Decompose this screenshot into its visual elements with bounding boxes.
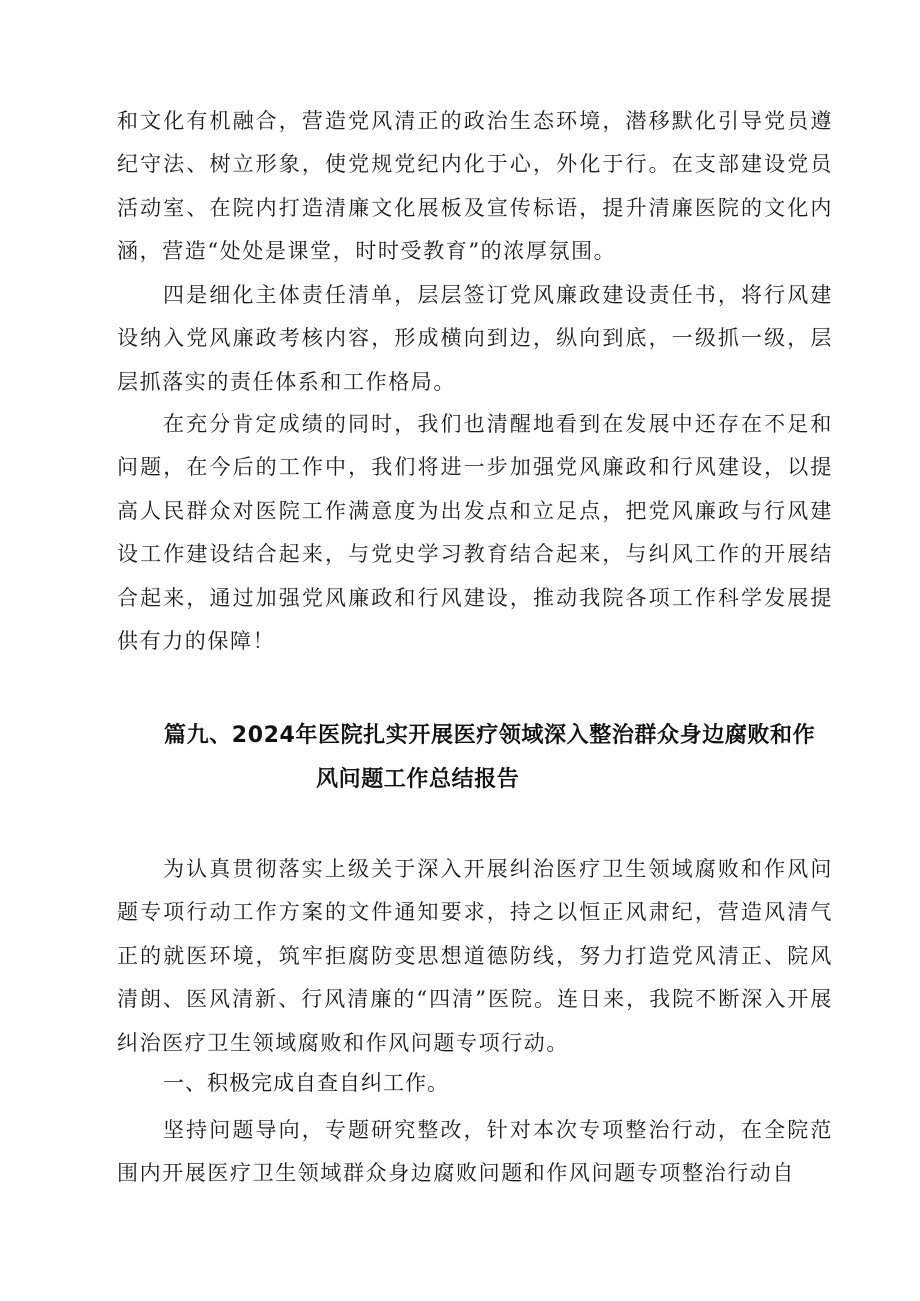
body-paragraph: 和文化有机融合，营造党风清正的政治生态环境，潜移默化引导党员遵纪守法、树立形象，使党规党纪内化于心，外化于行。在支部建设党员活动室、在院内打造清廉文化展板及宣传标语，提升清廉医院的文化内涵，营造“处处是课堂，时时受教育”的浓厚氛围。 <box>117 109 833 264</box>
subsection-heading: 一、积极完成自查自纠工作。 <box>163 1071 449 1095</box>
body-paragraph: 为认真贯彻落实上级关于深入开展纠治医疗卫生领域腐败和作风问题专项行动工作方案的文件通知要求，持之以恒正风肃纪，营造风清气正的就医环境，筑牢拒腐防变思想道德防线，努力打造党风清正、院风清朗、医风清新、行风清廉的“四清”医院。连日来，我院不断深入开展纠治医疗卫生领域腐败和作风问题专项行动。 <box>117 857 833 1055</box>
body-paragraph: 四是细化主体责任清单，层层签订党风廉政建设责任书，将行风建设纳入党风廉政考核内容，形成横向到边，纵向到底，一级抓一级，层层抓落实的责任体系和工作格局。 <box>117 283 833 394</box>
section-title-line-1: 篇九、2024年医院扎实开展医疗领域深入整治群众身边腐败和作 <box>164 723 816 748</box>
section-title-line-2: 风问题工作总结报告 <box>316 767 520 792</box>
body-paragraph: 在充分肯定成绩的同时，我们也清醒地看到在发展中还存在不足和问题，在今后的工作中，我们将进一步加强党风廉政和行风建设，以提高人民群众对医院工作满意度为出发点和立足点，把党风廉政与行风建设工作建设结合起来，与党史学习教育结合起来，与纠风工作的开展结合起来，通过加强党风廉政和行风建设，推动我院各项工作科学发展提供有力的保障！ <box>117 412 833 654</box>
body-paragraph: 坚持问题导向，专题研究整改，针对本次专项整治行动，在全院范围内开展医疗卫生领域群众身边腐败问题和作风问题专项整治行动自 <box>117 1118 833 1186</box>
